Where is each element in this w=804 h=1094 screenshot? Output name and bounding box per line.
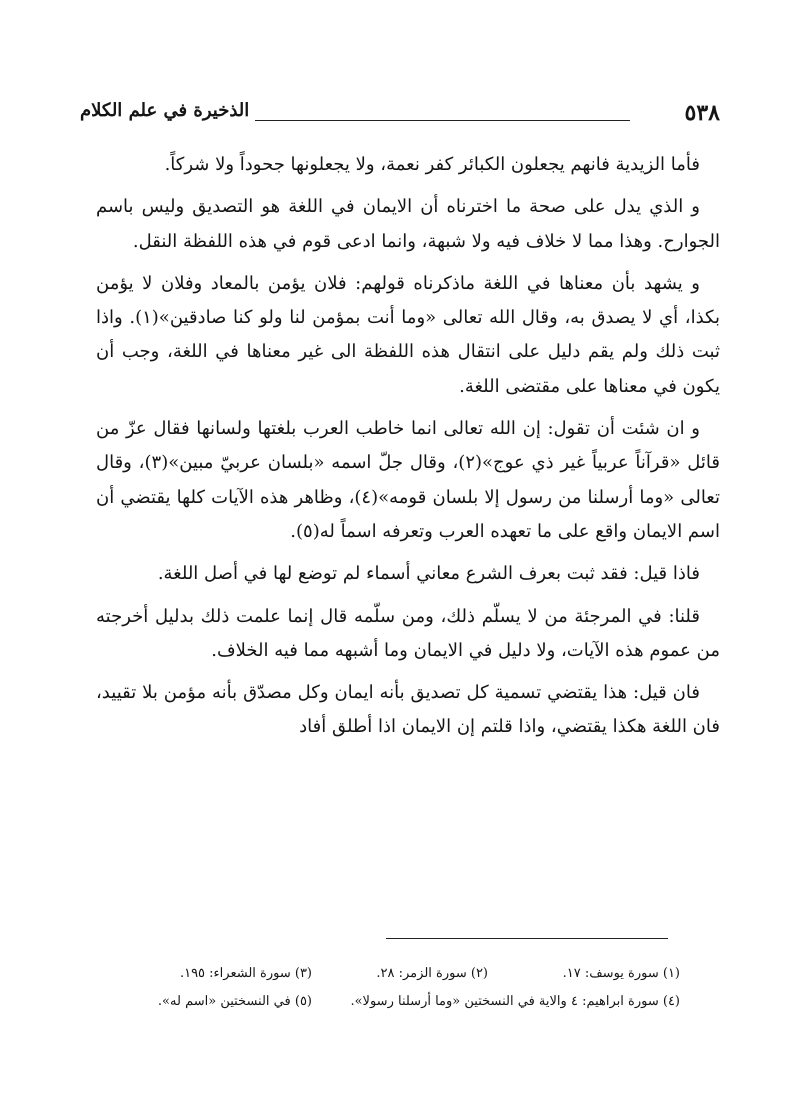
- paragraph: و يشهد بأن معناها في اللغة ماذكرناه قولهم: فلان يؤمن بالمعاد وفلان لا يؤمن بكذا، أي لا يصدق به، وقال الله تعالى «وما أنت بمؤمن لنا ولو كنا صادقين»(١). واذا ثبت ذلك ولم يقم دليل على انتقال هذه اللفظة الى غير معناها في اللغة، وجب أن يكون في معناها على مقتضى اللغة.: [96, 272, 720, 397]
- body-text: [96, 148, 720, 753]
- page-number: ٥٣٨: [684, 100, 720, 126]
- footnote-row: [100, 960, 680, 988]
- paragraph: قلنا: في المرجئة من لا يسلّم ذلك، ومن سلّمه قال إنما علمت ذلك بدليل أخرجته من عموم هذه الآيات، ولا دليل في الايمان وما أشبهه مما فيه الخلاف.: [96, 605, 720, 661]
- footnote-2: (٢) سورة الزمر: ٢٨.: [376, 966, 488, 981]
- paragraph: فاذا قيل: فقد ثبت بعرف الشرع معاني أسماء لم توضع لها في أصل اللغة.: [157, 563, 700, 585]
- running-title: الذخيرة في علم الكلام: [80, 100, 250, 121]
- header-rule: [255, 120, 630, 121]
- page-header: [80, 100, 720, 136]
- footnotes: [100, 960, 680, 1016]
- footnote-5: (٥) في النسختين «اسم له».: [157, 994, 312, 1009]
- footnote-row: [100, 988, 680, 1016]
- footnote-4: (٤) سورة ابراهيم: ٤ والاية في النسختين «وما أرسلنا رسولا».: [350, 994, 680, 1009]
- footnote-rule: [386, 938, 668, 939]
- footnote-3: (٣) سورة الشعراء: ١٩٥.: [179, 966, 312, 981]
- footnote-1: (١) سورة يوسف: ١٧.: [562, 966, 680, 981]
- paragraph: فان قيل: هذا يقتضي تسمية كل تصديق بأنه ايمان وكل مصدّق بأنه مؤمن بلا تقييد، فان اللغة هكذا يقتضي، واذا قلتم إن الايمان اذا أطلق أفاد: [96, 682, 720, 738]
- paragraph: و الذي يدل على صحة ما اخترناه أن الايمان في اللغة هو التصديق وليس باسم الجوارح. وهذا مما لا خلاف فيه ولا شبهة، وانما ادعى قوم في هذه اللفظة النقل.: [96, 196, 720, 252]
- paragraph: فأما الزيدية فانهم يجعلون الكبائر كفر نعمة، ولا يجعلونها جحوداً ولا شركاً.: [164, 154, 700, 175]
- paragraph: و ان شئت أن تقول: إن الله تعالى انما خاطب العرب بلغتها ولسانها فقال عزّ من قائل «قرآناً عربياً غير ذي عوج»(٢)، وقال جلّ اسمه «بلسان عربيّ مبين»(٣)، وقال تعالى «وما أرسلنا من رسول إلا بلسان قومه»(٤)، وظاهر هذه الآيات كلها يقتضي أن اسم الايمان واقع على ما تعهده العرب وتعرفه اسماً له(٥).: [96, 418, 721, 542]
